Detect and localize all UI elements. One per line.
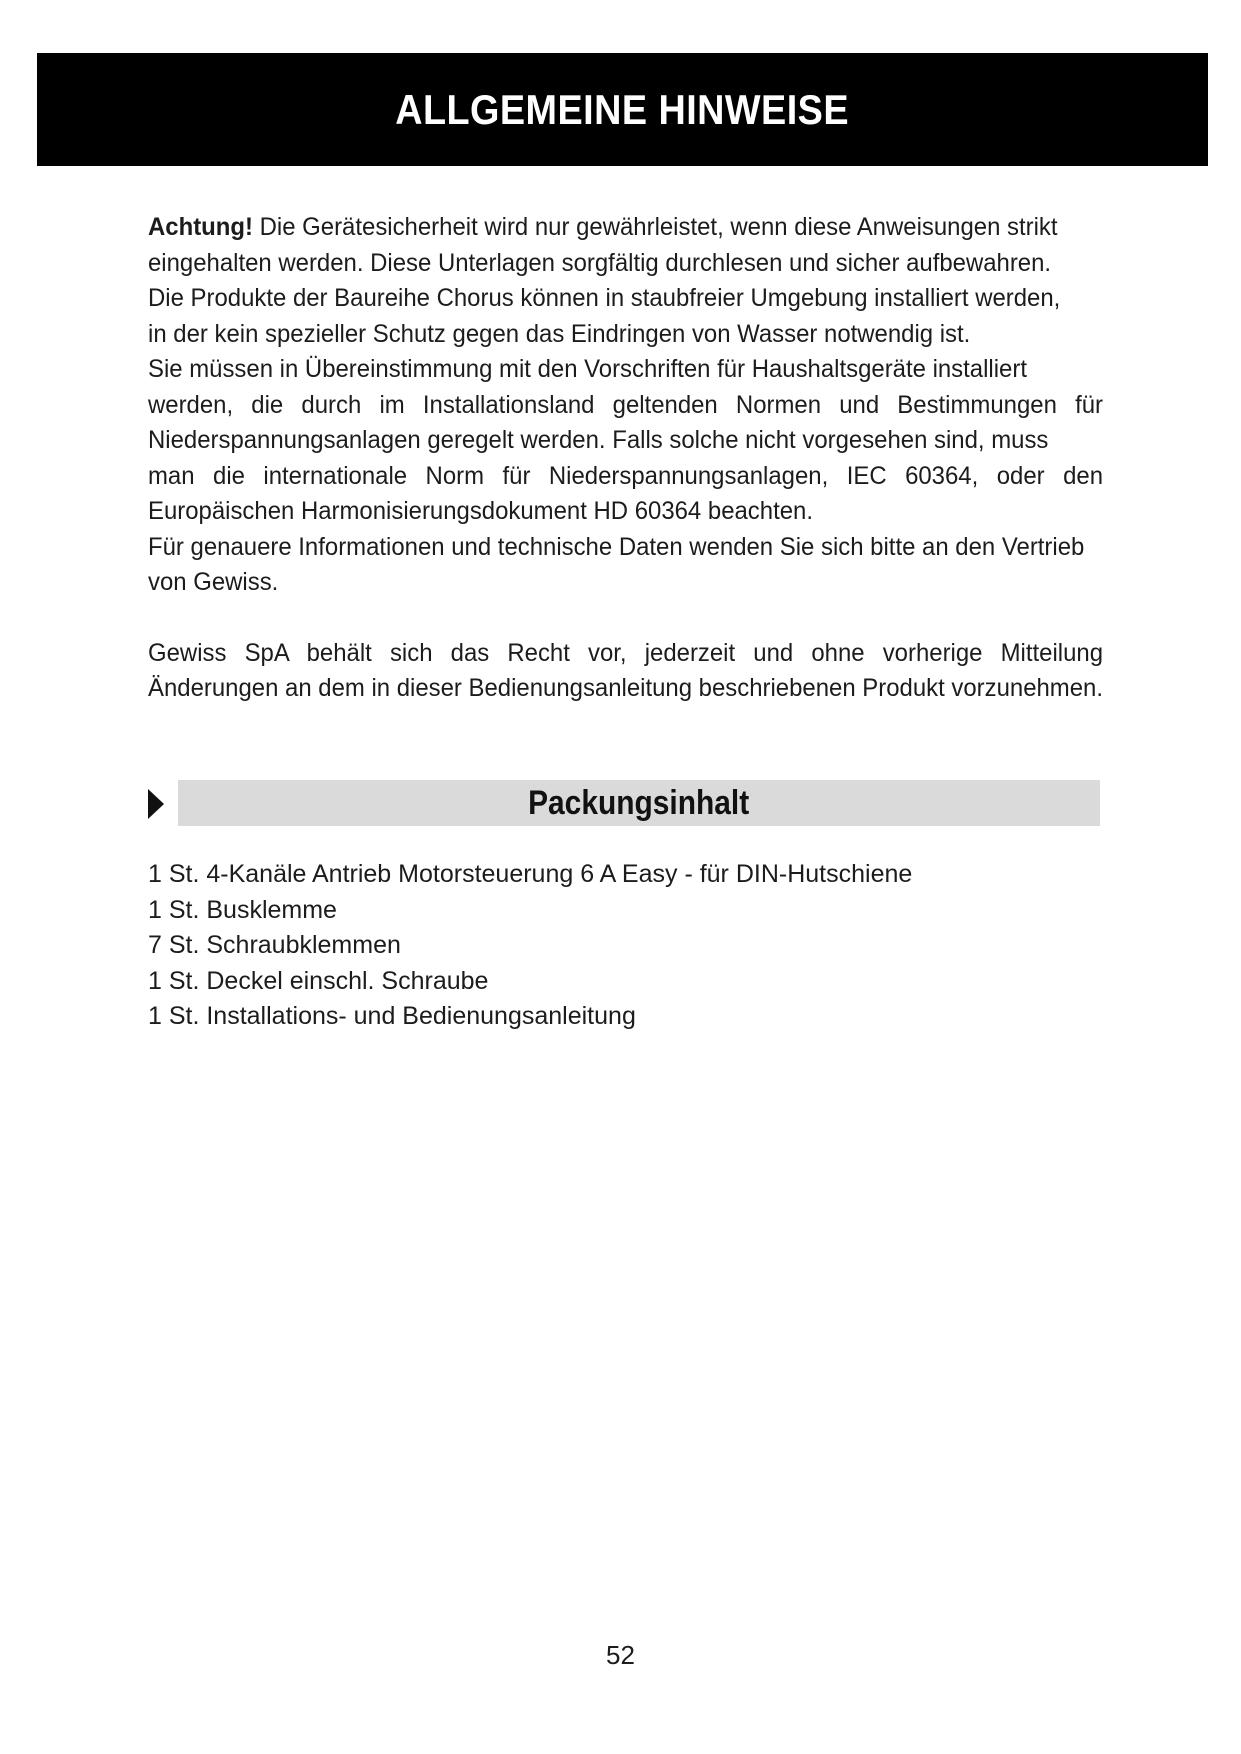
section-banner — [178, 780, 1100, 826]
general-notes-text — [148, 210, 1103, 707]
intro-line-6: werden, die durch im Installationsland geltenden Normen und Bestimmungen für — [148, 390, 1103, 419]
intro-line-11: von Gewiss. — [148, 568, 279, 596]
intro-line-1-text: Die Gerätesicherheit wird nur gewährleistet, wenn diese Anweisungen strikt — [252, 213, 1058, 241]
package-contents-list — [148, 857, 912, 1035]
intro-line-4: in der kein spezieller Schutz gegen das Eindringen von Wasser notwendig ist. — [148, 319, 971, 348]
intro-line-1 — [148, 210, 1062, 246]
intro-line-9: Europäischen Harmonisierungsdokument HD 60364 beachten. — [148, 497, 813, 525]
disclaimer-line-1: Gewiss SpA behält sich das Recht vor, jederzeit und ohne vorherige Mitteilung — [148, 638, 1103, 667]
intro-line-10: Für genauere Informationen und technische Daten wenden Sie sich bitte an den Vertrieb — [148, 532, 1085, 561]
list-item: 7 St. Schraubklemmen — [148, 931, 401, 959]
intro-line-2: eingehalten werden. Diese Unterlagen sorgfältig durchlesen und sicher aufbewahren. — [148, 248, 1052, 277]
page-title: ALLGEMEINE HINWEISE — [395, 85, 850, 133]
intro-line-8: man die internationale Norm für Niederspannungsanlagen, IEC 60364, oder den — [148, 461, 1103, 490]
intro-line-5: Sie müssen in Übereinstimmung mit den Vorschriften für Haushaltsgeräte installiert — [148, 355, 1027, 383]
arrow-right-icon — [148, 789, 164, 819]
header-bar — [37, 53, 1208, 166]
intro-line-7: Niederspannungsanlagen geregelt werden. Falls solche nicht vorgesehen sind, muss — [148, 426, 1049, 454]
list-item: 1 St. Installations- und Bedienungsanleitung — [148, 1002, 636, 1030]
list-item: 1 St. 4-Kanäle Antrieb Motorsteuerung 6 A Easy - für DIN-Hutschiene — [148, 860, 913, 888]
list-item: 1 St. Busklemme — [148, 895, 337, 924]
list-item: 1 St. Deckel einschl. Schraube — [148, 966, 489, 995]
disclaimer-line-2: Änderungen an dem in dieser Bedienungsanleitung beschriebenen Produkt vorzunehmen. — [148, 674, 1103, 702]
warning-label: Achtung! — [148, 213, 253, 241]
paragraph-gap — [148, 601, 1103, 636]
section-heading-row — [148, 780, 1100, 826]
page-number: 52 — [606, 1640, 635, 1670]
intro-line-3: Die Produkte der Baureihe Chorus können in staubfreier Umgebung installiert werden, — [148, 284, 1061, 312]
section-title: Packungsinhalt — [528, 783, 750, 822]
